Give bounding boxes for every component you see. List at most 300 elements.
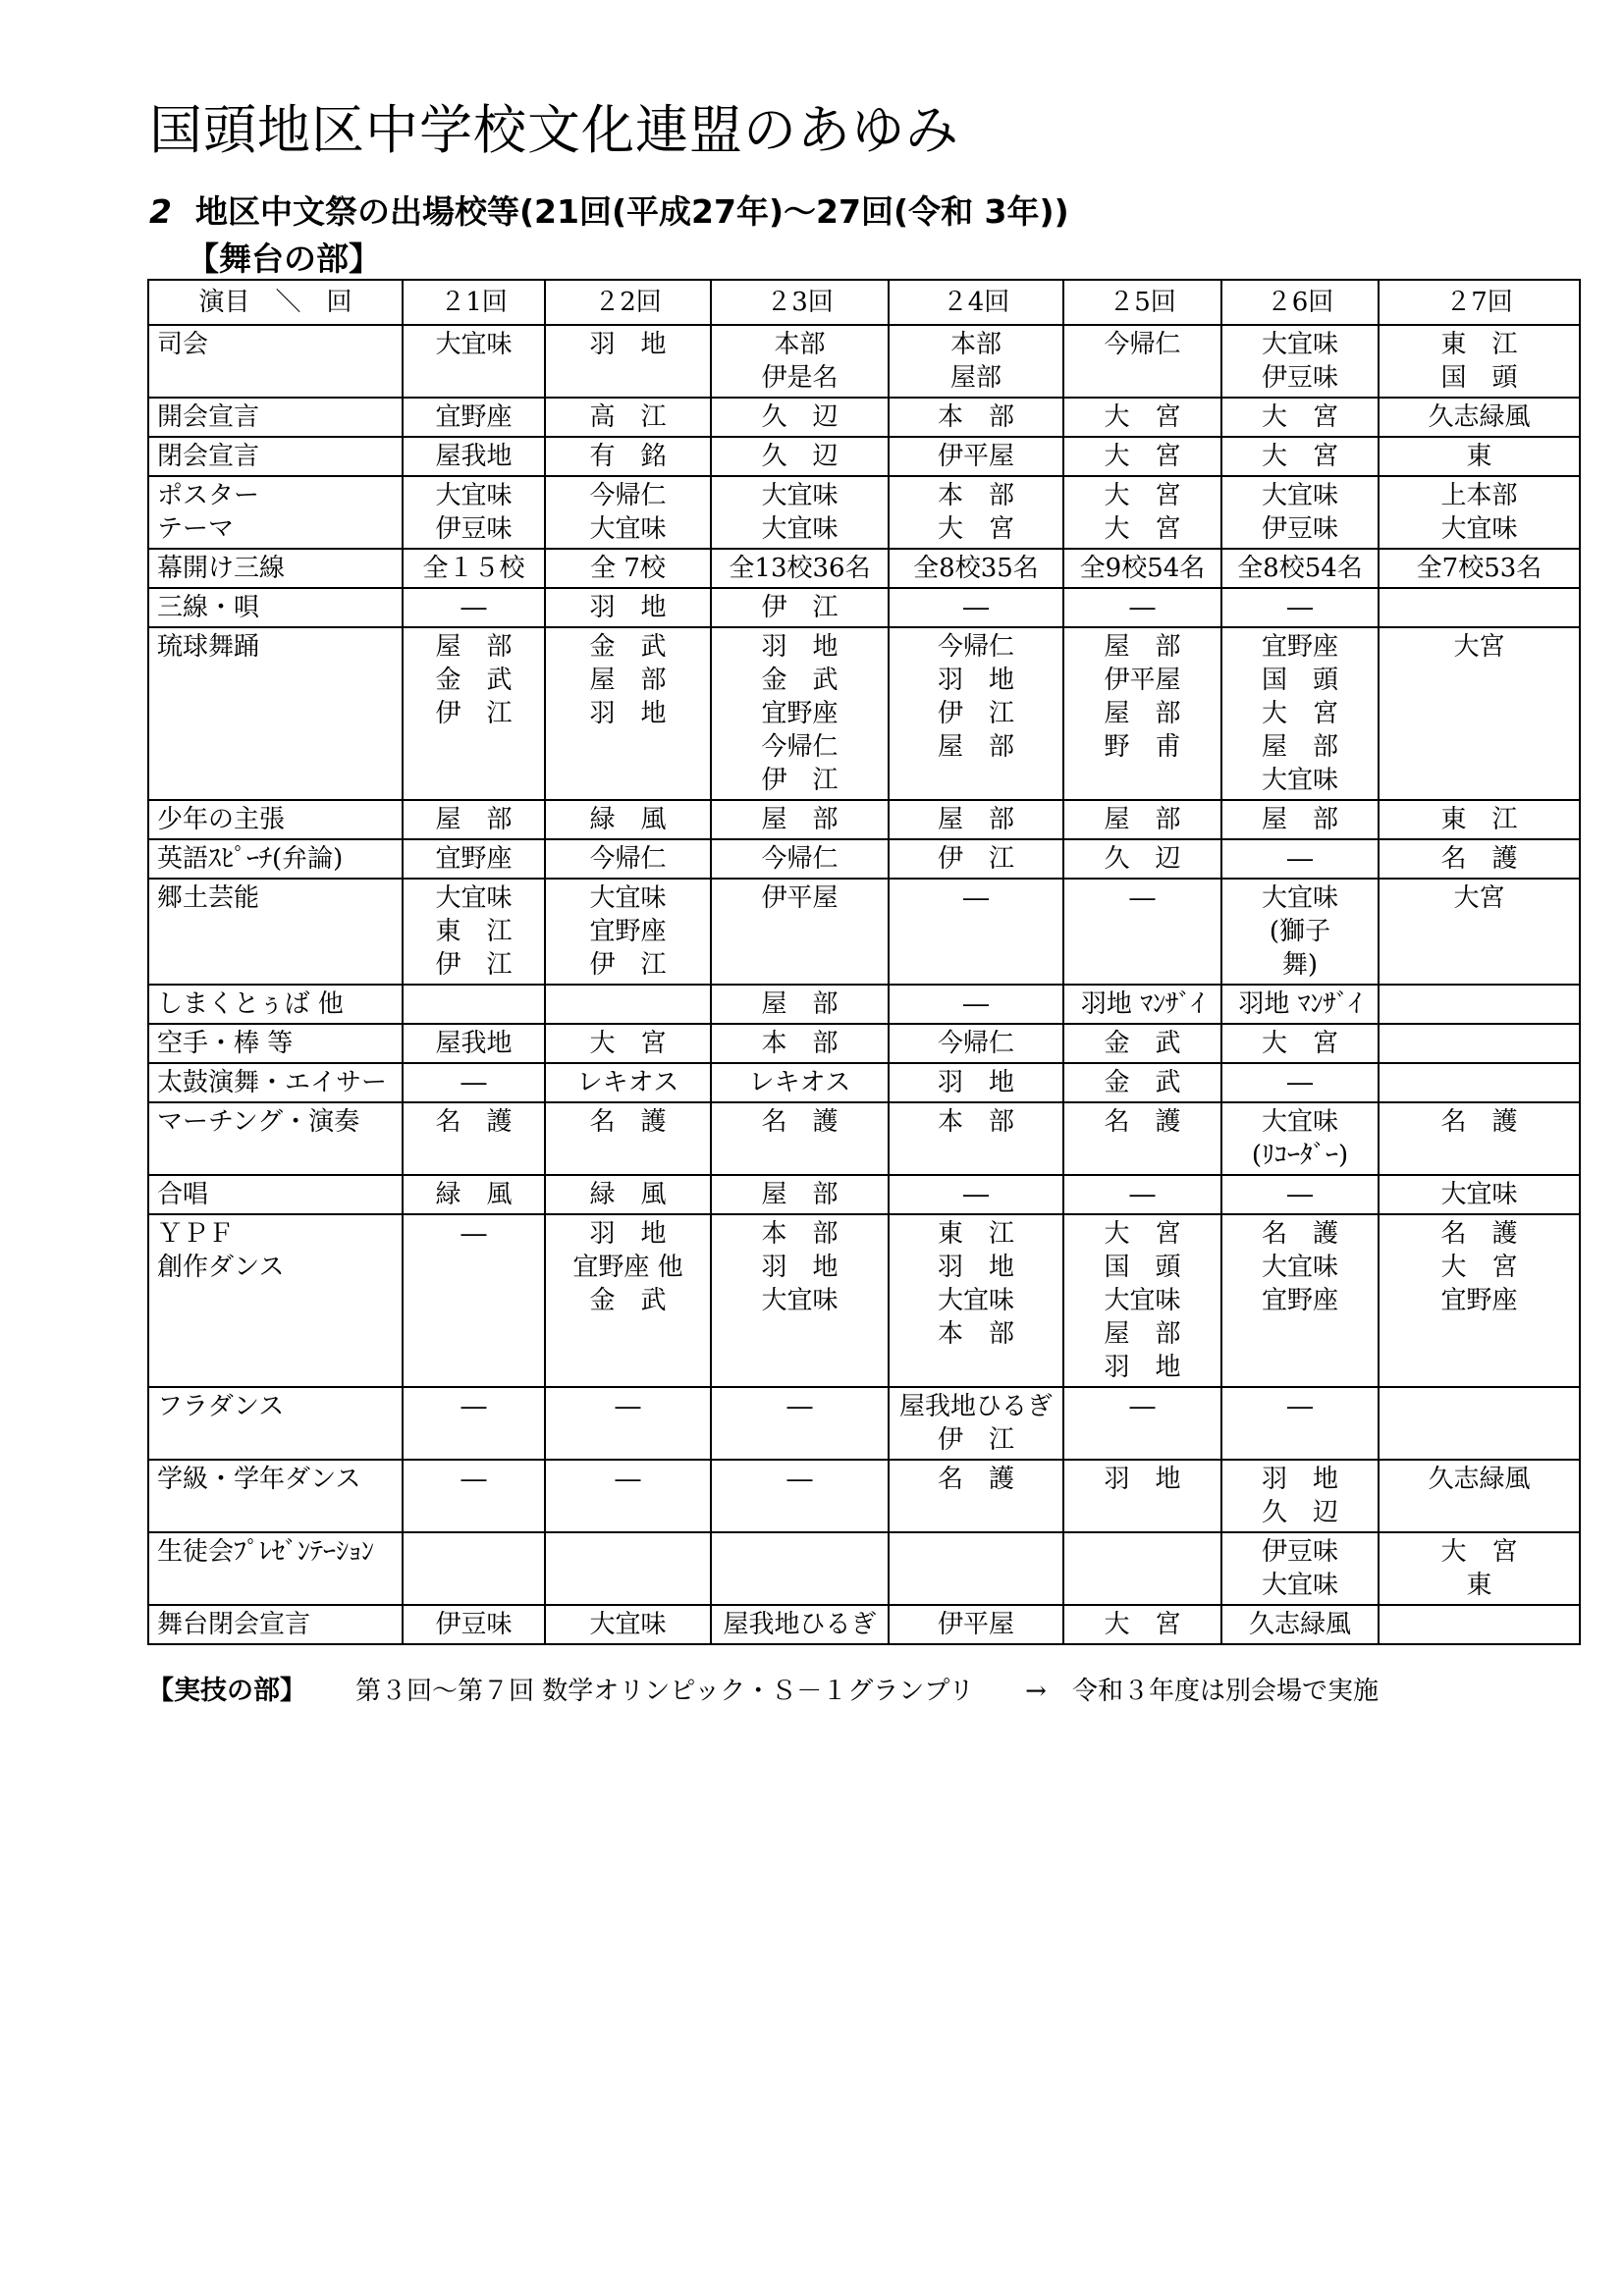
school-name: 伊豆味 [435,514,513,544]
school-name: 大 宮 [1261,402,1338,432]
school-name [1383,1027,1575,1060]
event-name: 三線・唄 [157,593,260,622]
school-name: 金 武 [589,632,667,662]
table-row [148,839,1580,879]
school-cell [403,1102,545,1175]
school-cell [1379,879,1580,985]
school-cell [1063,1532,1221,1605]
table-row [148,437,1580,476]
table-row [148,476,1580,549]
school-name: 屋 部 [761,1180,839,1209]
school-name: 名 護 [1440,844,1518,874]
event-name-cell [148,437,403,476]
school-cell [403,627,545,800]
school-cell [1379,985,1580,1024]
event-name-cell [148,1214,403,1387]
school-cell [1379,1063,1580,1102]
school-cell [1221,437,1379,476]
school-name: 名 護 [937,1465,1014,1494]
table-row [148,1532,1580,1605]
school-cell [545,549,711,588]
school-name: 大宜味 [589,883,667,913]
school-name: 羽 地 [937,1068,1014,1097]
event-name-cell [148,1460,403,1532]
school-name: 金 武 [761,666,839,695]
school-name [1383,1390,1575,1423]
school-cell [1379,1387,1580,1460]
school-name: 屋我地 [435,1029,513,1058]
school-name: 羽 地 [761,1253,839,1282]
school-name: 金 武 [435,666,513,695]
school-cell [1379,800,1580,839]
school-cell [1221,1460,1379,1532]
school-cell [1221,1175,1379,1214]
school-name: 伊是名 [761,363,839,393]
school-cell [889,1214,1063,1387]
school-name: 大宜味 [435,330,513,359]
school-cell [545,1063,711,1102]
school-cell [1063,1387,1221,1460]
school-cell [403,476,545,549]
school-cell [545,437,711,476]
school-cell [711,1102,889,1175]
school-cell [889,549,1063,588]
school-name [550,1535,706,1569]
school-name: 羽 地 [1104,1353,1181,1382]
school-name: 屋 部 [937,805,1014,834]
event-name: 開会宣言 [157,402,260,432]
school-cell [403,1532,545,1605]
school-cell [889,879,1063,985]
school-cell [403,800,545,839]
table-body [148,325,1580,1644]
school-cell [545,879,711,985]
school-cell [403,1175,545,1214]
school-name: 名 護 [435,1107,513,1137]
school-name: 伊平屋 [1104,666,1181,695]
event-name-cell [148,839,403,879]
school-name: 大宜味 [1440,514,1518,544]
school-cell [711,1387,889,1460]
event-name-cell [148,627,403,800]
table-row [148,1460,1580,1532]
school-name [1383,1608,1575,1641]
school-cell [1379,627,1580,800]
school-cell [889,476,1063,549]
school-cell [1221,398,1379,437]
event-name: 少年の主張 [157,805,286,834]
school-name: 今帰仁 [937,632,1014,662]
school-name: 屋 部 [761,989,839,1019]
school-name: ― [1129,1392,1156,1421]
school-name: 全7校53名 [1416,554,1543,583]
school-cell [711,588,889,627]
school-cell [711,1175,889,1214]
school-cell [1063,1214,1221,1387]
school-name: 今帰仁 [589,481,667,510]
event-name-cell [148,549,403,588]
table-row [148,879,1580,985]
school-name: 伊平屋 [937,1610,1014,1639]
school-name [407,1535,540,1569]
school-cell [711,879,889,985]
school-name: (獅子 [1269,917,1331,946]
school-cell [1063,839,1221,879]
school-name: ― [1129,593,1156,622]
school-cell [1379,1102,1580,1175]
school-name: 伊 江 [937,1425,1014,1455]
school-name: 全１５校 [422,554,525,583]
school-cell [889,800,1063,839]
school-cell [545,1387,711,1460]
school-name: ― [1129,1180,1156,1209]
school-cell [889,398,1063,437]
table-row [148,1024,1580,1063]
school-cell [403,1460,545,1532]
school-cell [1063,476,1221,549]
school-name: 本部 [949,330,1001,359]
school-cell [1379,1460,1580,1532]
school-name: 大 宮 [1104,514,1181,544]
school-cell [1063,1175,1221,1214]
school-name: ― [615,1392,641,1421]
school-name: ― [786,1392,813,1421]
school-cell [1221,1063,1379,1102]
school-cell [889,1460,1063,1532]
school-cell [545,588,711,627]
school-name: 久 辺 [1261,1498,1338,1527]
event-name: 学級・学年ダンス [157,1465,361,1494]
school-name [1068,1535,1217,1569]
school-name: 羽 地 [1104,1465,1181,1494]
school-name: 大宜味 [435,883,513,913]
event-name-cell [148,1605,403,1644]
event-name-cell [148,1175,403,1214]
school-cell [1063,1063,1221,1102]
school-name: 国 頭 [1261,666,1338,695]
school-cell [889,1102,1063,1175]
school-name: 久志緑風 [1428,402,1531,432]
school-cell [711,1063,889,1102]
school-name: 伊 江 [761,766,839,795]
school-name: 本 部 [761,1029,839,1058]
school-name [1383,591,1575,624]
school-cell [1379,437,1580,476]
school-name: 久志緑風 [1248,1610,1351,1639]
school-name: 羽 地 [937,1253,1014,1282]
school-cell [545,1460,711,1532]
section-heading-text: 地区中文祭の出場校等(21回(平成27年)～27回(令和 3年)) [194,192,1069,231]
school-cell [1379,839,1580,879]
school-name: 名 護 [1440,1219,1518,1249]
school-name: 緑 風 [435,1180,513,1209]
school-name: 大宜味 [1261,883,1338,913]
school-cell [889,588,1063,627]
school-cell [1063,800,1221,839]
event-name: 郷土芸能 [157,883,260,913]
school-name: 緑 風 [589,1180,667,1209]
table-row [148,398,1580,437]
school-name: 今帰仁 [761,732,839,762]
school-name: ― [786,1465,813,1494]
school-cell [1379,1214,1580,1387]
school-name: 屋我地ひるぎ [898,1392,1053,1421]
school-cell [545,398,711,437]
school-name: 今帰仁 [937,1029,1014,1058]
event-name-cell [148,1532,403,1605]
school-name: 大宜味 [435,481,513,510]
school-name: 屋 部 [937,732,1014,762]
school-cell [403,1605,545,1644]
school-name: 本 部 [937,402,1014,432]
school-name: 屋 部 [1104,1319,1181,1349]
school-name: 羽地 ﾏﾝｻﾞｲ [1080,989,1205,1019]
school-name: 宜野座 他 [572,1253,683,1282]
header-round: ２4回 [889,280,1063,325]
school-cell [1379,1024,1580,1063]
school-name: 大宜味 [1261,1107,1338,1137]
school-name: 全 7校 [590,554,666,583]
school-name: 大宮 [1453,632,1505,662]
school-name: レキオス [748,1068,851,1097]
school-name: 屋我地 [435,442,513,471]
school-name: 本部 [774,330,826,359]
school-cell [711,800,889,839]
school-cell [545,839,711,879]
school-cell [403,1214,545,1387]
event-name: 空手・棒 等 [157,1029,294,1058]
school-name: 大 宮 [1104,442,1181,471]
school-cell [1221,1532,1379,1605]
school-cell [889,325,1063,398]
event-name-cell [148,325,403,398]
school-cell [889,1024,1063,1063]
school-name: 金 武 [589,1286,667,1315]
school-name: 国 頭 [1104,1253,1181,1282]
table-row [148,800,1580,839]
school-cell [403,398,545,437]
school-name: 伊 江 [435,699,513,728]
school-cell [403,1063,545,1102]
table-row [148,627,1580,800]
school-cell [403,325,545,398]
event-name-cell [148,800,403,839]
school-name: 名 護 [761,1107,839,1137]
table-row [148,985,1580,1024]
header-round: ２7回 [1379,280,1580,325]
school-name: ― [460,1219,487,1249]
school-name: 伊 江 [761,593,839,622]
school-cell [1221,985,1379,1024]
footer-note [147,1669,1379,1707]
section-number: 2 [149,192,172,231]
school-cell [889,1532,1063,1605]
school-name: 舞) [1281,950,1319,980]
event-name: 幕開け三線 [157,554,286,583]
school-name: ― [460,1392,487,1421]
school-cell [403,1024,545,1063]
school-cell [1221,800,1379,839]
section-heading [149,187,1069,233]
school-name: 大宜味 [1261,481,1338,510]
school-cell [1063,549,1221,588]
school-name: ― [1287,1392,1313,1421]
school-cell [545,1605,711,1644]
school-name: ― [615,1465,641,1494]
school-name: ― [1287,1180,1313,1209]
school-name: 大宜味 [937,1286,1014,1315]
school-name: 大 宮 [1104,1610,1181,1639]
school-name: 名 護 [1261,1219,1338,1249]
school-name: 全8校54名 [1237,554,1363,583]
school-name [1383,1066,1575,1099]
school-name: 屋 部 [1104,632,1181,662]
school-name: レキオス [576,1068,679,1097]
school-name: ― [963,989,989,1019]
school-cell [711,398,889,437]
school-name: 本 部 [937,481,1014,510]
school-name: 今帰仁 [1104,330,1181,359]
school-cell [1221,839,1379,879]
event-name: 太鼓演舞・エイサー [157,1068,388,1097]
school-name: 羽 地 [589,699,667,728]
school-name: 金 武 [1104,1068,1181,1097]
school-name: 屋 部 [761,805,839,834]
header-round: ２5回 [1063,280,1221,325]
table-row [148,325,1580,398]
school-cell [403,549,545,588]
school-cell [1063,588,1221,627]
footer-text: 第３回～第７回 数学オリンピック・Ｓ－１グランプリ → 令和３年度は別会場で実施 [355,1677,1379,1706]
school-name: ― [1287,1068,1313,1097]
school-cell [889,1387,1063,1460]
school-cell [545,1532,711,1605]
school-name: 屋 部 [435,805,513,834]
school-name [893,1535,1058,1569]
school-name: 羽 地 [589,1219,667,1249]
school-cell [889,437,1063,476]
school-cell [1063,985,1221,1024]
school-name: 伊豆味 [435,1610,513,1639]
school-name: ― [460,1068,487,1097]
school-cell [711,1532,889,1605]
school-cell [889,1175,1063,1214]
event-name-cell [148,398,403,437]
school-cell [711,476,889,549]
school-cell [1221,476,1379,549]
school-name: 屋 部 [589,666,667,695]
school-name: 名 護 [1440,1107,1518,1137]
school-name: (ﾘｺｰﾀﾞｰ) [1251,1141,1349,1170]
school-name: 屋 部 [1104,699,1181,728]
event-name-cell [148,476,403,549]
school-name: 屋 部 [1261,805,1338,834]
school-cell [1221,549,1379,588]
school-cell [1063,325,1221,398]
header-round: ２6回 [1221,280,1379,325]
school-cell [545,1102,711,1175]
school-name: 大 宮 [1261,1029,1338,1058]
school-name: ― [460,593,487,622]
school-name [716,1535,884,1569]
school-name: ― [460,1465,487,1494]
table-row [148,1102,1580,1175]
event-name: ポスター [157,481,260,510]
event-name-cell [148,879,403,985]
school-name: 屋 部 [1261,732,1338,762]
school-name: 宜野座 [1261,1286,1338,1315]
school-name: 伊 江 [937,699,1014,728]
school-cell [1221,1024,1379,1063]
school-name: 伊豆味 [1261,1537,1338,1567]
school-cell [1379,588,1580,627]
school-cell [889,1063,1063,1102]
school-cell [1221,1214,1379,1387]
event-name: マーチング・演奏 [157,1107,360,1137]
school-name: 大 宮 [1440,1537,1518,1567]
schedule-table [147,279,1581,1645]
school-name: 羽 地 [937,666,1014,695]
event-name: 創作ダンス [157,1253,285,1282]
school-name: 大宜味 [1261,1571,1338,1600]
school-name: 今帰仁 [761,844,839,874]
table-row [148,1214,1580,1387]
school-cell [545,800,711,839]
event-name-cell [148,588,403,627]
school-name: 屋 部 [1104,805,1181,834]
school-name: 大宜味 [761,1286,839,1315]
school-name: 野 甫 [1104,732,1181,762]
event-name: 司会 [157,330,209,359]
school-name: 伊 江 [589,950,667,980]
school-name: 大 宮 [1104,481,1181,510]
header-round: ２2回 [545,280,711,325]
school-name: 東 江 [937,1219,1014,1249]
event-name: 英語ｽﾋﾟｰﾁ(弁論) [157,844,344,874]
school-cell [711,1214,889,1387]
school-name: 本 部 [937,1107,1014,1137]
school-name: 伊豆味 [1261,363,1338,393]
school-name: 宜野座 [589,917,667,946]
school-cell [711,1460,889,1532]
school-name: 大宜味 [1261,1253,1338,1282]
school-name: 伊 江 [435,950,513,980]
school-name: 東 江 [435,917,513,946]
school-name: 有 銘 [589,442,667,471]
school-cell [1063,437,1221,476]
school-cell [711,437,889,476]
event-name: しまくとぅば 他 [157,989,344,1019]
school-cell [1063,879,1221,985]
event-name: 琉球舞踊 [157,632,260,662]
school-name: 名 護 [589,1107,667,1137]
school-name: 大 宮 [937,514,1014,544]
school-cell [711,549,889,588]
table-row [148,1063,1580,1102]
school-cell [1379,1175,1580,1214]
school-name: 大宜味 [761,514,839,544]
school-cell [1063,1024,1221,1063]
school-name: ― [963,1180,989,1209]
school-cell [711,1605,889,1644]
school-name: 大宜味 [761,481,839,510]
school-name: 屋 部 [435,632,513,662]
school-name: 東 江 [1440,805,1518,834]
school-name: 国 頭 [1440,363,1518,393]
school-name: 羽 地 [761,632,839,662]
school-name: 今帰仁 [589,844,667,874]
school-name: 宜野座 [1261,632,1338,662]
